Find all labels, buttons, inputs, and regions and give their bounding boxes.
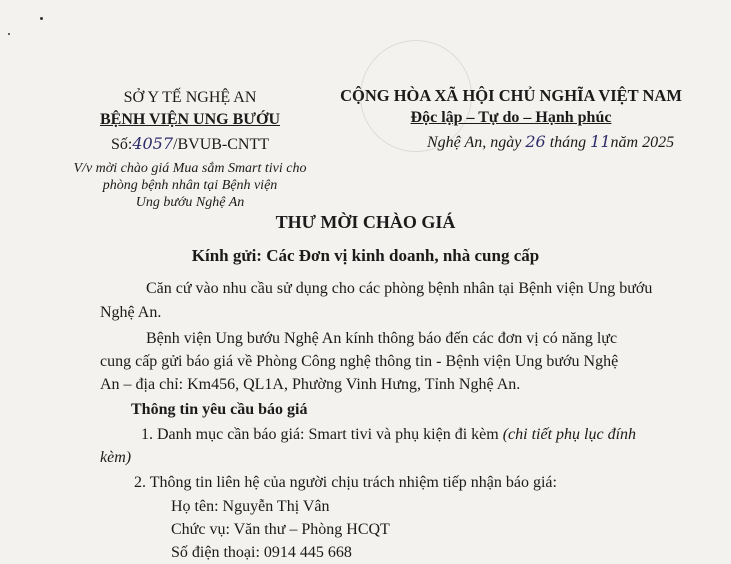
issue-date bbox=[427, 132, 674, 152]
hospital-name bbox=[60, 111, 320, 129]
subject-line: phòng bệnh nhân tại Bệnh viện bbox=[102, 178, 278, 193]
number-suffix: /BVUB-CNTT bbox=[173, 136, 270, 153]
paragraph2-line1: Bệnh viện Ung bướu Nghệ An kính thông báo đến các đơn vị có năng lực bbox=[146, 330, 618, 347]
date-day: 26 bbox=[525, 132, 546, 151]
section-heading: Thông tin yêu cầu báo giá bbox=[131, 401, 308, 418]
document-number bbox=[60, 134, 320, 154]
contact-phone: Số điện thoại: 0914 445 668 bbox=[171, 544, 352, 561]
subject-line: Ung bướu Nghệ An bbox=[135, 195, 245, 210]
date-suffix: năm 2025 bbox=[610, 134, 675, 151]
item1-italic: (chi tiết phụ lục đính bbox=[502, 426, 637, 443]
item1-continuation: kèm) bbox=[100, 449, 132, 466]
number-handwritten: 4057 bbox=[132, 134, 174, 153]
contact-position: Chức vụ: Văn thư – Phòng HCQT bbox=[171, 521, 390, 538]
number-prefix: Số: bbox=[110, 136, 133, 153]
paragraph2-line3: An – địa chỉ: Km456, QL1A, Phường Vinh Hưng, Tỉnh Nghệ An. bbox=[100, 376, 521, 393]
item2-line: 2. Thông tin liên hệ của người chịu trách nhiệm tiếp nhận báo giá: bbox=[134, 474, 557, 491]
contact-name: Họ tên: Nguyễn Thị Vân bbox=[171, 498, 330, 515]
letter-title: THƯ MỜI CHÀO GIÁ bbox=[275, 212, 456, 232]
hospital-name-text: BỆNH VIỆN UNG BƯỚU bbox=[99, 111, 281, 128]
country-name: CỘNG HÒA XÃ HỘI CHỦ NGHĨA VIỆT NAM bbox=[340, 86, 682, 105]
date-mid: tháng bbox=[549, 134, 587, 151]
ministry-name: SỞ Y TẾ NGHỆ AN bbox=[123, 89, 257, 106]
subject-line: V/v mời chào giá Mua sắm Smart tivi cho bbox=[73, 161, 307, 176]
paragraph1-line2: Nghệ An. bbox=[100, 304, 162, 321]
national-motto bbox=[318, 109, 704, 127]
scan-speck bbox=[40, 17, 43, 20]
subject-block bbox=[60, 160, 320, 211]
item1-text: 1. Danh mục cần báo giá: Smart tivi và phụ kiện đi kèm bbox=[141, 426, 499, 443]
scan-speck bbox=[8, 33, 10, 35]
item1-line bbox=[141, 424, 636, 446]
paragraph1-line1: Căn cứ vào nhu cầu sử dụng cho các phòng bệnh nhân tại Bệnh viện Ung bướu bbox=[146, 280, 653, 297]
date-prefix: Nghệ An, ngày bbox=[427, 134, 522, 151]
motto-text: Độc lập – Tự do – Hạnh phúc bbox=[410, 109, 612, 126]
date-month: 11 bbox=[590, 132, 611, 151]
paragraph2-line2: cung cấp gửi báo giá về Phòng Công nghệ thông tin - Bệnh viện Ung bướu Nghệ bbox=[100, 353, 619, 370]
recipient-line: Kính gửi: Các Đơn vị kinh doanh, nhà cung cấp bbox=[191, 246, 540, 265]
